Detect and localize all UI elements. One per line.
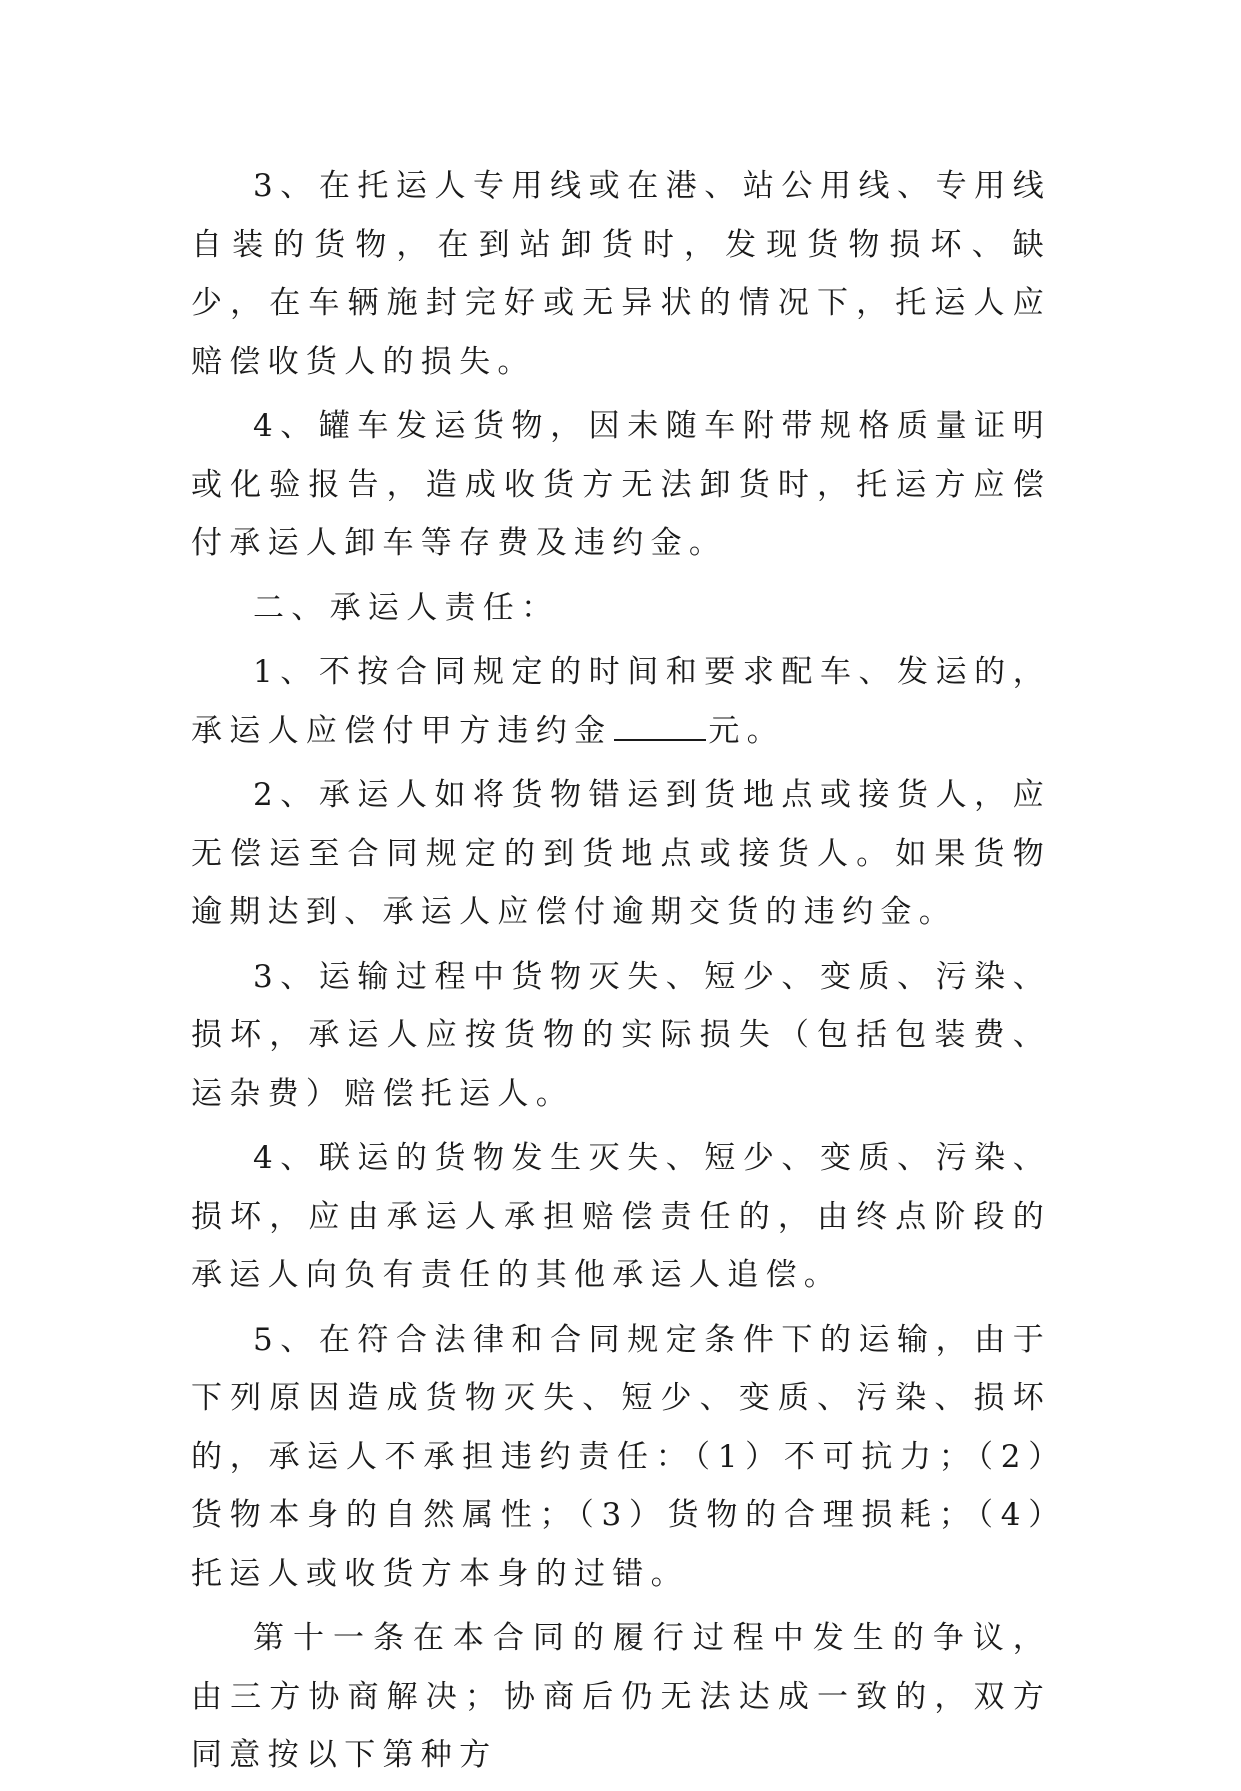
clause-shipper-4: 4、罐车发运货物，因未随车附带规格质量证明或化验报告，造成收货方无法卸货时，托运方应偿付承运人卸车等存费及违约金。: [191, 408, 1051, 561]
clause-carrier-2: 2、承运人如将货物错运到货地点或接货人，应无偿运至合同规定的到货地点或接货人。如果货物逾期达到、承运人应偿付逾期交货的违约金。: [191, 777, 1051, 930]
penalty-amount-suffix: 元。: [708, 712, 785, 749]
clause-carrier-4: 4、联运的货物发生灭失、短少、变质、污染、损坏，应由承运人承担赔偿责任的，由终点阶段的承运人向负有责任的其他承运人追偿。: [191, 1140, 1051, 1293]
clause-shipper-3: 3、在托运人专用线或在港、站公用线、专用线自装的货物，在到站卸货时，发现货物损坏、缺少，在车辆施封完好或无异状的情况下，托运人应赔偿收货人的损失。: [191, 168, 1051, 380]
clause-carrier-5: 5、在符合法律和合同规定条件下的运输，由于下列原因造成货物灭失、短少、变质、污染、损坏的，承运人不承担违约责任：（1）不可抗力；（2）货物本身的自然属性；（3）货物的合理损耗；（4）托运人或收货方本身的过错。: [191, 1321, 1051, 1592]
document-body: [191, 157, 1051, 1791]
article-11: 第十一条在本合同的履行过程中发生的争议，由三方协商解决；协商后仍无法达成一致的，双方同意按以下第种方: [191, 1620, 1051, 1773]
clause-carrier-1-text: 1、不按合同规定的时间和要求配车、发运的，承运人应偿付甲方违约金: [191, 654, 1051, 749]
section-heading-carrier-liability: 二、承运人责任：: [253, 589, 560, 626]
clause-carrier-1: [191, 643, 1051, 760]
penalty-amount-blank: [614, 711, 706, 741]
clause-carrier-3: 3、运输过程中货物灭失、短少、变质、污染、损坏，承运人应按货物的实际损失（包括包装费、运杂费）赔偿托运人。: [191, 958, 1051, 1112]
